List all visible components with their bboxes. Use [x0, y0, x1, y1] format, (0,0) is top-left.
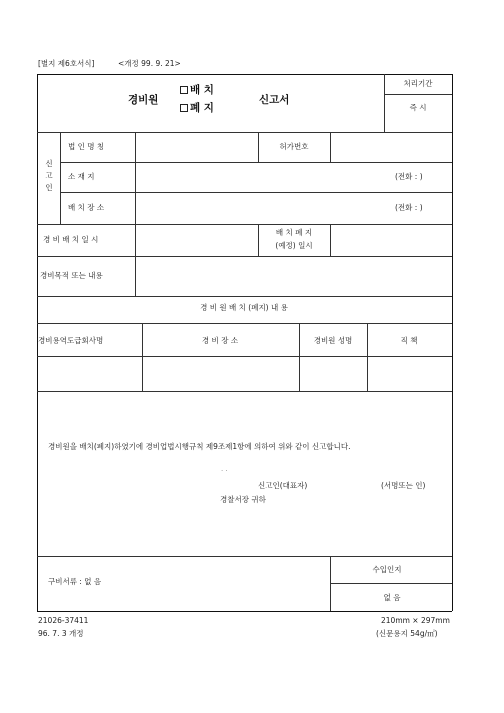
column-position: 직 책 [400, 336, 418, 345]
column-guard-name: 경비원 성명 [313, 336, 353, 345]
attachments: 구비서류 : 없 음 [48, 577, 102, 586]
deploy-place-label: 배 치 장 소 [68, 203, 105, 212]
permit-number-label: 허가번호 [279, 142, 309, 151]
title-right: 신고서 [259, 94, 290, 106]
purpose-label: 경비목적 또는 내용 [40, 271, 103, 280]
deploy-place-phone: (전화 : ) [395, 203, 423, 212]
form-code: 21026-37411 [38, 616, 89, 625]
stamp-value: 없 음 [383, 593, 401, 602]
title-option-cancel: 폐 지 [180, 103, 214, 114]
processing-period-value: 즉 시 [409, 103, 427, 112]
stamp-label: 수입인지 [372, 565, 402, 574]
form-border-right [452, 74, 453, 611]
processing-period-label: 처리기간 [403, 79, 433, 88]
form-number: [별지 제6호서식] [38, 59, 95, 68]
declaration-statement: 경비원을 배치(폐지)하였기에 경비업법시행규칙 제9조제1항에 의하여 위와 같이 신고합니다. [48, 442, 351, 451]
paper-type: (신문용지 54g/㎡) [376, 629, 438, 638]
form-border-bottom [37, 611, 452, 612]
address-phone: (전화 : ) [395, 172, 423, 181]
recipient: 경찰서장 귀하 [220, 495, 266, 504]
checkbox-deploy[interactable] [180, 86, 188, 94]
column-guard-place: 경 비 장 소 [201, 336, 239, 345]
signer-label: 신고인(대표자) [258, 481, 308, 490]
cancel-date-label-1: 배 치 폐 지 [275, 228, 313, 237]
details-section-title: 경 비 원 배 치 (폐지) 내 용 [200, 303, 288, 312]
revision-date: <개정 99. 9. 21> [118, 59, 181, 68]
deploy-date-label: 경 비 배 치 일 시 [43, 235, 99, 244]
signature-note: (서명또는 인) [381, 481, 426, 490]
address-label: 소 재 지 [68, 172, 95, 181]
corporate-name-label: 법 인 명 칭 [68, 142, 105, 151]
revised-date: 96. 7. 3 개정 [38, 629, 84, 638]
title-left: 경비원 [128, 94, 159, 106]
cancel-date-label-2: (예정) 일시 [275, 241, 313, 250]
column-client-company: 경비용역도급회사명 [38, 336, 104, 345]
title-option-deploy: 배 치 [180, 85, 214, 96]
applicant-group-label: 신 고 인 [45, 159, 53, 192]
checkbox-cancel[interactable] [180, 104, 188, 112]
paper-size: 210mm × 297mm [381, 616, 450, 625]
form-border-top [37, 74, 452, 75]
declaration-date: . . [221, 465, 228, 473]
